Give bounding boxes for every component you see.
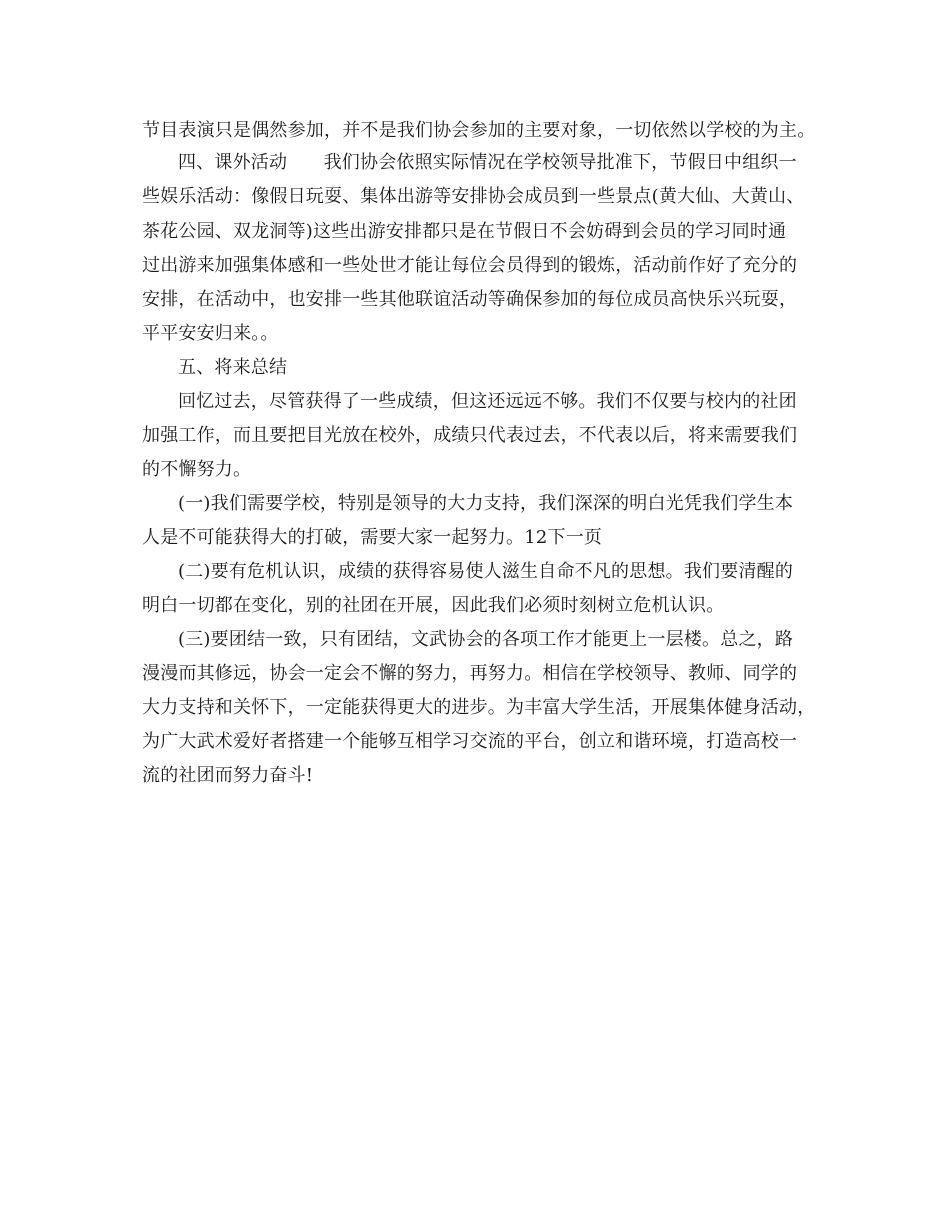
text-line-15: 明白一切都在变化，别的社团在开展，因此我们必须时刻树立危机认识。 bbox=[142, 595, 725, 616]
text-line-1: 节目表演只是偶然参加，并不是我们协会参加的主要对象，一切依然以学校的为主。 bbox=[142, 120, 816, 141]
text-line-14: (二)要有危机认识，成绩的获得容易使人滋生自命不凡的思想。我们要清醒的 bbox=[178, 561, 794, 582]
text-line-18: 大力支持和关怀下，一定能获得更大的进步。为丰富大学生活，开展集体健身活动， bbox=[142, 697, 816, 718]
text-line-5: 过出游来加强集体感和一些处世才能让每位会员得到的锻炼，活动前作好了充分的 bbox=[142, 255, 798, 276]
text-line-20: 流的社团而努力奋斗! bbox=[142, 765, 314, 786]
text-line-2: 四、课外活动 我们协会依照实际情况在学校领导批准下，节假日中组织一 bbox=[178, 152, 797, 173]
text-line-3: 些娱乐活动：像假日玩耍、集体出游等安排协会成员到一些景点(黄大仙、大黄山、 bbox=[142, 186, 805, 207]
text-line-9: 回忆过去，尽管获得了一些成绩，但这还远远不够。我们不仅要与校内的社团 bbox=[178, 391, 797, 412]
text-line-10: 加强工作，而且要把目光放在校外，成绩只代表过去，不代表以后，将来需要我们 bbox=[142, 425, 798, 446]
text-line-7: 平平安安归来。。 bbox=[142, 323, 279, 344]
text-line-6: 安排，在活动中，也安排一些其他联谊活动等确保参加的每位成员高快乐兴玩耍， bbox=[142, 289, 798, 310]
text-line-17: 漫漫而其修远，协会一定会不懈的努力，再努力。相信在学校领导、教师、同学的 bbox=[142, 663, 798, 684]
text-line-11: 的不懈努力。 bbox=[142, 459, 252, 480]
text-line-16: (三)要团结一致，只有团结，文武协会的各项工作才能更上一层楼。总之，路 bbox=[178, 629, 794, 650]
text-line-13: 人是不可能获得大的打破，需要大家一起努力。12下一页 bbox=[142, 527, 603, 548]
section-heading: 五、将来总结 bbox=[178, 357, 288, 378]
text-line-19: 为广大武术爱好者搭建一个能够互相学习交流的平台，创立和谐环境，打造高校一 bbox=[142, 731, 798, 752]
text-line-12: (一)我们需要学校，特别是领导的大力支持，我们深深的明白光凭我们学生本 bbox=[178, 493, 794, 514]
text-line-4: 茶花公园、双龙洞等)这些出游安排都只是在节假日不会妨碍到会员的学习同时通 bbox=[142, 221, 787, 242]
